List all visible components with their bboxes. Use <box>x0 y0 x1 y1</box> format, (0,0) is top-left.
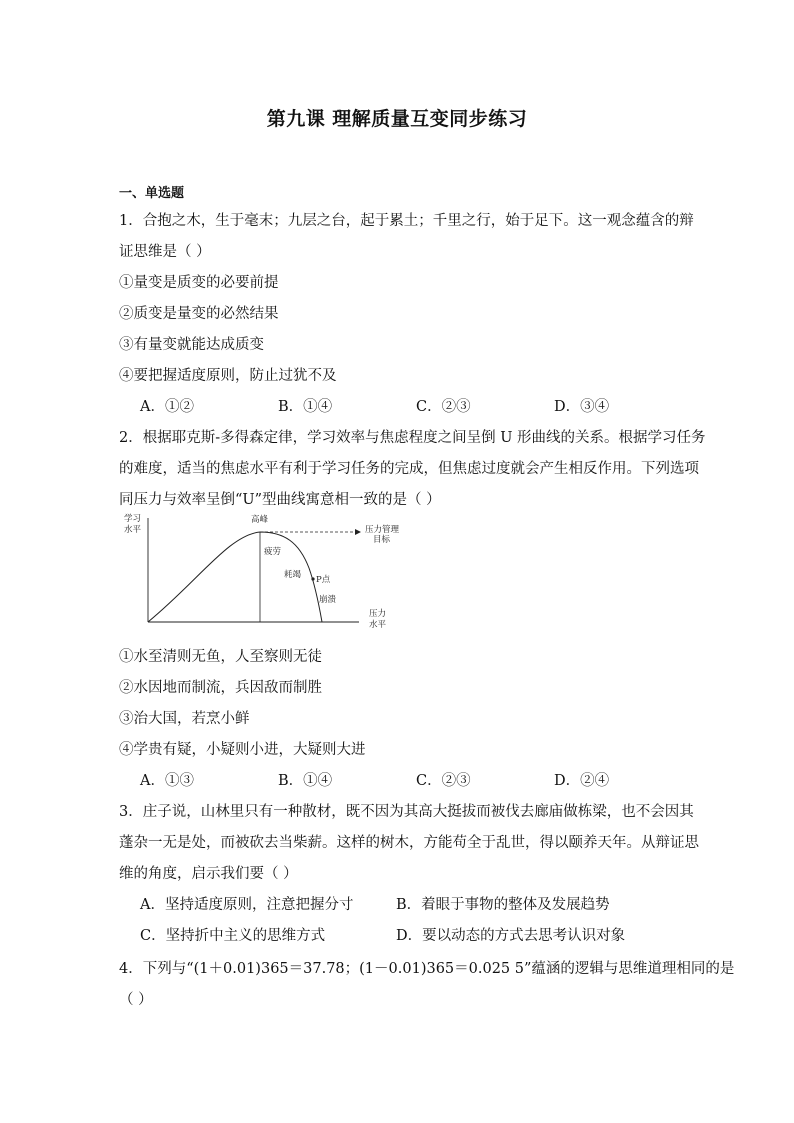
q1-options <box>140 395 609 416</box>
q1-option-c[interactable]: C．②③ <box>416 399 471 415</box>
q2-option-a[interactable]: A．①③ <box>140 773 194 789</box>
x-label-2: 水平 <box>369 620 387 630</box>
collapse-label: 崩溃 <box>319 595 337 605</box>
q3-options-row2 <box>140 924 625 945</box>
fatigue-label: 疲劳 <box>264 547 282 557</box>
q2-option-c[interactable]: C．②③ <box>416 773 471 789</box>
q1-item-4: ④要把握适度原则，防止过犹不及 <box>119 368 337 384</box>
q2-stem-line2: 的难度，适当的焦虑水平有利于学习任务的完成，但焦虑过度就会产生相反作用。下列选项 <box>119 461 699 477</box>
target-label-1: 压力管理 <box>365 525 399 535</box>
y-label-1: 学习 <box>124 514 142 524</box>
q4-stem-line1: 4．下列与“(1＋0.01)365＝37.78；(1－0.01)365＝0.025 5”蕴涵的逻辑与思维道理相同的是 <box>119 961 735 977</box>
target-label-2: 目标 <box>373 535 391 545</box>
q2-option-b[interactable]: B．①④ <box>278 773 333 789</box>
q1-item-1: ①量变是质变的必要前提 <box>119 275 279 291</box>
q4-stem-line2: （ ） <box>119 992 153 1008</box>
section-heading: 一、单选题 <box>119 186 185 201</box>
q3-option-a[interactable]: A．坚持适度原则，注意把握分寸 <box>140 897 354 913</box>
q1-item-3: ③有量变就能达成质变 <box>119 337 264 353</box>
q1-stem-line2: 证思维是（ ） <box>119 244 211 260</box>
q3-option-b[interactable]: B．着眼于事物的整体及发展趋势 <box>396 897 610 913</box>
q2-item-3: ③治大国，若烹小鲜 <box>119 711 250 727</box>
q1-option-b[interactable]: B．①④ <box>278 399 333 415</box>
page-title: 第九课 理解质量互变同步练习 <box>266 108 528 130</box>
y-label-2: 水平 <box>124 525 142 535</box>
q1-option-d[interactable]: D．③④ <box>554 399 610 415</box>
inverted-u-diagram <box>119 510 399 635</box>
q2-options <box>140 769 609 790</box>
q2-item-4: ④学贵有疑，小疑则小进，大疑则大进 <box>119 742 366 758</box>
q2-stem-line3: 同压力与效率呈倒“U”型曲线寓意相一致的是（ ） <box>119 492 441 508</box>
q1-option-a[interactable]: A．①② <box>140 399 194 415</box>
q3-options-row1 <box>140 893 610 914</box>
q2-item-1: ①水至清则无鱼，人至察则无徒 <box>119 649 322 665</box>
q1-item-2: ②质变是量变的必然结果 <box>119 306 279 322</box>
q3-stem-line1: 3．庄子说，山林里只有一种散材，既不因为其高大挺拔而被伐去廊庙做栋梁，也不会因其 <box>119 804 694 820</box>
q3-stem-line3: 维的角度，启示我们要（ ） <box>119 866 298 882</box>
q2-option-d[interactable]: D．②④ <box>554 773 610 789</box>
q3-stem-line2: 蓬杂一无是处，而被砍去当柴薪。这样的树木，方能苟全于乱世，得以颐养天年。从辩证思 <box>119 835 699 851</box>
p-point-label: P点 <box>316 575 331 585</box>
x-label-1: 压力 <box>369 609 387 619</box>
q1-stem-line1: 1．合抱之木，生于毫末；九层之台，起于累土；千里之行，始于足下。这一观念蕴含的辩 <box>119 213 694 229</box>
q3-option-c[interactable]: C．坚持折中主义的思维方式 <box>140 928 326 944</box>
q3-option-d[interactable]: D．要以动态的方式去思考认识对象 <box>396 928 626 944</box>
q2-stem-line1: 2．根据耶克斯-多得森定律，学习效率与焦虑程度之间呈倒 U 形曲线的关系。根据学习任务 <box>119 430 706 446</box>
q2-item-2: ②水因地而制流，兵因敌而制胜 <box>119 680 322 696</box>
exhaust-label: 耗竭 <box>284 570 302 580</box>
target-arrow <box>355 529 361 535</box>
peak-label: 高峰 <box>251 515 269 525</box>
p-point-marker <box>311 577 314 580</box>
